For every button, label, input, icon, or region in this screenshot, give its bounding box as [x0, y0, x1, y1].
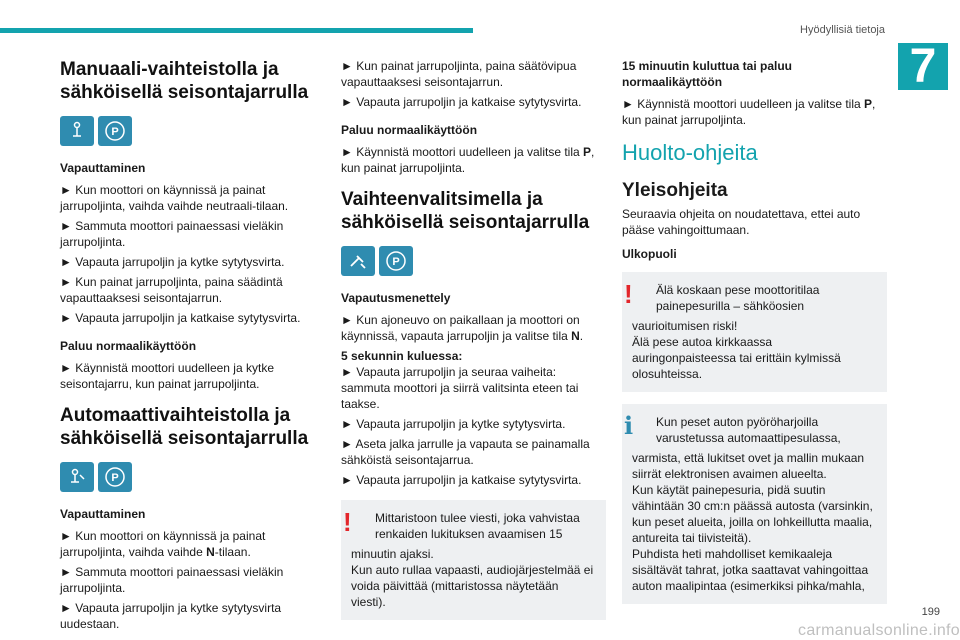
step: ► Vapauta jarrupoljin ja kytke sytytysvirta.: [341, 417, 566, 431]
warning-icon: !: [343, 507, 352, 537]
step: ► Vapauta jarrupoljin ja seuraa vaiheita: sammuta moottori ja siirrä valitsinta eteen tai taakse.: [341, 365, 579, 411]
step: ► Kun moottori on käynnissä ja painat jarrupoljinta, vaihda vaihde N-tilaan.: [60, 529, 266, 559]
warning-box: [622, 272, 887, 392]
info-text: Kun peset auton pyöröharjoilla varustetussa automaattipesulassa,: [656, 415, 841, 445]
column-1: [60, 58, 315, 636]
step: ► Vapauta jarrupoljin ja kytke sytytysvirta.: [60, 255, 285, 269]
step: ► Sammuta moottori painaessasi vieläkin jarrupoljinta.: [60, 565, 284, 595]
parking-brake-icon: [379, 246, 413, 276]
step: ► Käynnistä moottori uudelleen ja valitse tila P, kun painat jarrupoljinta.: [341, 145, 595, 175]
watermark: carmanualsonline.info: [798, 622, 960, 639]
step: ► Vapauta jarrupoljin ja kytke sytytysvirta uudestaan.: [60, 601, 282, 631]
warning-text: Mittaristoon tulee viesti, joka vahvistaa renkaiden lukituksen avaamisen 15: [375, 511, 580, 541]
warning-box: [341, 500, 606, 620]
step: ► Käynnistä moottori uudelleen ja valitse tila P, kun painat jarrupoljinta.: [622, 97, 876, 127]
icon-row: [341, 246, 606, 276]
warning-text: Älä koskaan pese moottoritilaa painepesurilla – sähköosien: [656, 283, 820, 313]
step: ► Käynnistä moottori uudelleen ja kytke seisontajarru, kun painat jarrupoljinta.: [60, 361, 274, 391]
page-number: 199: [921, 606, 940, 618]
step: ► Kun painat jarrupoljinta, paina säädintä vapauttaaksesi seisontajarrun.: [60, 275, 283, 305]
step: ► Kun painat jarrupoljinta, paina säätövipua vapauttaaksesi seisontajarrun.: [341, 59, 577, 89]
column-2: [341, 58, 606, 632]
info-box: [622, 404, 887, 604]
chapter-number: 7: [898, 43, 948, 90]
within-5-seconds-label: 5 sekunnin kuluessa:: [341, 349, 463, 363]
svg-text:P: P: [111, 472, 119, 484]
subheading-return: Paluu normaalikäyttöön: [341, 123, 478, 137]
header-accent-bar: [0, 28, 473, 33]
parking-brake-icon: [98, 462, 132, 492]
subheading-release-procedure: Vapautusmenettely: [341, 291, 451, 305]
warning-text: vaurioitumisen riski! Älä pese autoa kirkkaassa auringonpaisteessa tai erittäin kylmissä olosuhteissa.: [632, 319, 841, 381]
svg-text:P: P: [392, 256, 400, 268]
info-icon: i: [624, 411, 634, 440]
column-3: [622, 58, 887, 616]
intro-text: Seuraavia ohjeita on noudatettava, ettei auto pääse vahingoittumaan.: [622, 207, 861, 237]
subheading-exterior: Ulkopuoli: [622, 247, 677, 261]
step: ► Vapauta jarrupoljin ja katkaise sytytysvirta.: [60, 311, 301, 325]
step: ► Sammuta moottori painaessasi vieläkin jarrupoljinta.: [60, 219, 284, 249]
step: ► Vapauta jarrupoljin ja katkaise sytytysvirta.: [341, 473, 582, 487]
subheading-return: Paluu normaalikäyttöön: [60, 339, 197, 353]
heading-gear-selector: Vaihteenvalitsimella ja sähköisellä seisontajarrulla: [341, 189, 590, 233]
heading-general: Yleisohjeita: [622, 180, 728, 201]
section-heading-care: Huolto-ohjeita: [622, 140, 758, 165]
heading-automatic-gearbox: Automaattivaihteistolla ja sähköisellä seisontajarrulla: [60, 405, 309, 449]
automatic-gearbox-icon: [60, 462, 94, 492]
gear-lever-icon: [60, 116, 94, 146]
info-text: varmista, että lukitset ovet ja mallin mukaan siirrät elektronisen avaimen alueelta. Kun käytät painepesuria, pidä suutin vähintään 30 cm:n päässä autosta (varsinkin, kun peset alueita, joilla on lohkeillutta maalia, antureita tai tiivisteitä). Puhdista heti mahdolliset kemikaaleja sisältävät tahrat, jotka saattavat vahingoittaa auton maalipintaa (esimerkiksi pihka/mahla,: [632, 451, 873, 593]
svg-text:P: P: [111, 126, 119, 138]
subheading-after-15-minutes: 15 minuutin kuluttua tai paluu normaalikäyttöön: [622, 59, 793, 89]
step: ► Vapauta jarrupoljin ja katkaise sytytysvirta.: [341, 95, 582, 109]
warning-icon: !: [624, 279, 633, 309]
warning-text: minuutin ajaksi. Kun auto rullaa vapaasti, audiojärjestelmää ei voida päivittää (mittaristossa näytetään viesti).: [351, 547, 594, 609]
parking-brake-icon: [98, 116, 132, 146]
heading-manual-gearbox: Manuaali-vaihteistolla ja sähköisellä seisontajarrulla: [60, 59, 309, 103]
step: ► Kun moottori on käynnissä ja painat jarrupoljinta, vaihda vaihde neutraali-tilaan.: [60, 183, 289, 213]
step: ► Kun ajoneuvo on paikallaan ja moottori on käynnissä, vapauta jarrupoljin ja valitse tila N.: [341, 313, 584, 343]
icon-row: [60, 462, 315, 492]
section-title: Hyödyllisiä tietoja: [800, 24, 885, 36]
subheading-release: Vapauttaminen: [60, 507, 146, 521]
gear-selector-icon: [341, 246, 375, 276]
step: ► Aseta jalka jarrulle ja vapauta se painamalla sähköistä seisontajarrua.: [341, 437, 590, 467]
icon-row: [60, 116, 315, 146]
subheading-release: Vapauttaminen: [60, 161, 146, 175]
